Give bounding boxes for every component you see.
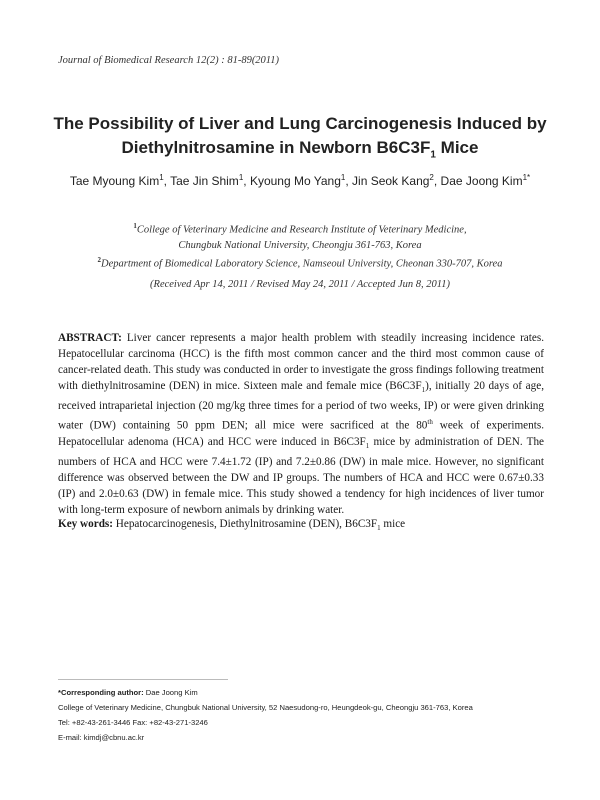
- title-subscript: 1: [430, 149, 436, 161]
- author-3: Kyoung Mo Yang$^1$,: [249, 173, 353, 188]
- footnote-divider: [58, 679, 228, 680]
- author-phone-fax: Tel: +82-43-261-3446 Fax: +82-43-271-3246: [58, 718, 208, 727]
- corresponding-author: *Corresponding author: Dae Joong Kim: [58, 688, 198, 697]
- author-address: College of Veterinary Medicine, Chungbuk National University, 52 Naesudong-ro, Heungdeok-gu, Cheongju 361-763, Korea: [58, 703, 473, 712]
- author-2: Tae Jin Shim$^1$,: [170, 173, 250, 188]
- author-5: Dae Joong Kim$^{1*}$: [440, 173, 531, 188]
- affiliations: [20, 219, 580, 271]
- title-line-2: Diethylnitrosamine in Newborn $B6C3F_1$ Mice: [121, 138, 479, 161]
- abstract-label: ABSTRACT:: [58, 332, 122, 344]
- corresponding-author-footnote: [58, 685, 558, 745]
- paper-title: [20, 112, 580, 167]
- author-4: Jin Seok Kang$^2$,: [352, 173, 441, 188]
- affiliation-2: $^2$Department of Biomedical Laboratory Science, Namseoul University, Cheonan 330-707, Korea: [97, 255, 503, 269]
- keywords: Key words: Hepatocarcinogenesis, Diethylnitrosamine (DEN), $B6C3F_1$ mice: [58, 518, 406, 533]
- journal-reference: Journal of Biomedical Research 12(2) : 81-89(2011): [58, 55, 280, 66]
- title-line-1: The Possibility of Liver and Lung Carcinogenesis Induced by: [53, 114, 547, 133]
- author-list: [20, 173, 580, 188]
- author-1: Tae Myoung Kim$^1$,: [69, 173, 171, 188]
- submission-dates: (Received Apr 14, 2011 / Revised May 24, 2011 / Accepted Jun 8, 2011): [150, 279, 450, 290]
- abstract: ABSTRACT: Liver cancer represents a major health problem with steadily increasing incidence rates. Hepatocellular carcinoma (HCC) is the fifth most common cancer and the third most common cause of cancer-related death. This study was conducted in order to investigate the gross findings following treatment with diethylnitrosamine (DEN) in mice. Sixteen male and female mice $(B6C3F_1)$, initially 20 days of age, received intraparietal injection (20 mg/kg three times for a period of two weeks, IP) or were given drinking water (DW) containing 50 ppm DEN; all mice were sacrificed at the 80th week of experiments. Hepatocellular adenoma (HCA) and HCC were induced in $B6C3F_1$ mice by administration of DEN. The numbers of HCA and HCC were 7.4±1.72 (IP) and 7.2±0.86 (DW) in male mice. However, no significant difference was observed between the DW and IP groups. The numbers of HCA and HCC were 0.67±0.33 (IP) and 2.0±0.63 (DW) in female mice. This study showed a tendency for high incidences of liver tumor with long-term exposure of newborn animals by drinking water.: [58, 332, 545, 517]
- affiliation-1-line-2: Chungbuk National University, Cheongju 361-763, Korea: [178, 239, 422, 251]
- author-email: E-mail: kimdj@cbnu.ac.kr: [58, 733, 145, 742]
- keywords-label: Key words:: [58, 518, 113, 530]
- affiliation-1-line-1: $^1$College of Veterinary Medicine and Research Institute of Veterinary Medicine,: [133, 222, 467, 236]
